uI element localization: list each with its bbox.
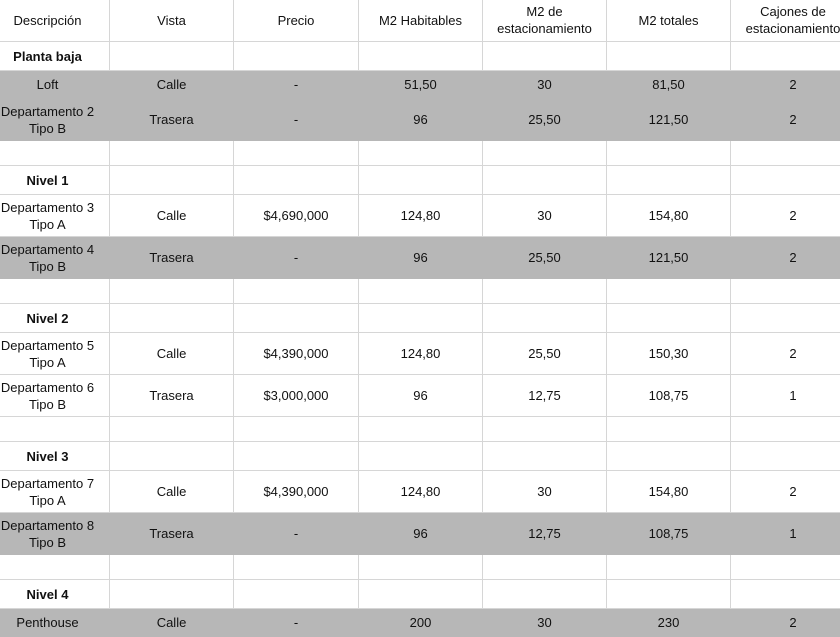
table-row: [0, 195, 840, 237]
empty-cell: [731, 580, 840, 609]
cell-vista: Calle: [110, 609, 234, 637]
cell-m2-habitables: 51,50: [359, 71, 483, 99]
cell-precio: $4,390,000: [234, 333, 359, 375]
cell-cajones: 2: [731, 471, 840, 513]
cell-descripcion: Departamento 8 Tipo B: [0, 513, 110, 555]
empty-cell: [483, 166, 607, 195]
cell-m2-estacionamiento: 12,75: [483, 375, 607, 417]
table-row: [0, 333, 840, 375]
cell-descripcion: Departamento 5 Tipo A: [0, 333, 110, 375]
section-label: Nivel 3: [0, 442, 110, 471]
empty-cell: [731, 304, 840, 333]
empty-cell: [731, 417, 840, 442]
empty-cell: [0, 417, 110, 442]
cell-m2-estacionamiento: 12,75: [483, 513, 607, 555]
empty-cell: [607, 279, 731, 304]
cell-m2-totales: 150,30: [607, 333, 731, 375]
cell-vista: Trasera: [110, 375, 234, 417]
cell-m2-totales: 81,50: [607, 71, 731, 99]
cell-vista: Trasera: [110, 513, 234, 555]
cell-descripcion: Loft: [0, 71, 110, 99]
empty-cell: [731, 141, 840, 166]
spacer-row: [0, 555, 840, 580]
cell-m2-estacionamiento: 25,50: [483, 237, 607, 279]
cell-cajones: 2: [731, 609, 840, 637]
empty-cell: [110, 417, 234, 442]
empty-cell: [234, 442, 359, 471]
cell-descripcion: Departamento 3 Tipo A: [0, 195, 110, 237]
cell-m2-totales: 108,75: [607, 513, 731, 555]
table-header-row: [0, 0, 840, 42]
table-row: [0, 513, 840, 555]
empty-cell: [731, 442, 840, 471]
cell-m2-estacionamiento: 25,50: [483, 99, 607, 141]
empty-cell: [234, 42, 359, 71]
empty-cell: [359, 141, 483, 166]
cell-m2-habitables: 96: [359, 513, 483, 555]
empty-cell: [607, 417, 731, 442]
empty-cell: [0, 555, 110, 580]
empty-cell: [234, 555, 359, 580]
table-row: [0, 471, 840, 513]
cell-cajones: 2: [731, 333, 840, 375]
empty-cell: [607, 42, 731, 71]
section-row-nivel-3: [0, 442, 840, 471]
empty-cell: [110, 42, 234, 71]
cell-cajones: 1: [731, 513, 840, 555]
empty-cell: [731, 279, 840, 304]
header-descripcion: Descripción: [0, 0, 110, 42]
empty-cell: [359, 417, 483, 442]
section-row-planta-baja: [0, 42, 840, 71]
header-m2-totales: M2 totales: [607, 0, 731, 42]
cell-cajones: 2: [731, 71, 840, 99]
empty-cell: [234, 279, 359, 304]
table-row: [0, 71, 840, 99]
empty-cell: [731, 42, 840, 71]
cell-m2-estacionamiento: 25,50: [483, 333, 607, 375]
header-m2-habitables: M2 Habitables: [359, 0, 483, 42]
table-row: [0, 375, 840, 417]
header-m2-estacionamiento: M2 de estacionamiento: [483, 0, 607, 42]
cell-m2-totales: 230: [607, 609, 731, 637]
empty-cell: [359, 580, 483, 609]
empty-cell: [234, 166, 359, 195]
empty-cell: [359, 304, 483, 333]
cell-precio: -: [234, 99, 359, 141]
cell-m2-habitables: 96: [359, 375, 483, 417]
cell-precio: $4,690,000: [234, 195, 359, 237]
cell-vista: Trasera: [110, 237, 234, 279]
table-row: [0, 609, 840, 637]
empty-cell: [607, 555, 731, 580]
cell-m2-estacionamiento: 30: [483, 71, 607, 99]
cell-m2-totales: 154,80: [607, 471, 731, 513]
empty-cell: [234, 141, 359, 166]
empty-cell: [234, 304, 359, 333]
empty-cell: [483, 279, 607, 304]
empty-cell: [359, 166, 483, 195]
cell-m2-habitables: 124,80: [359, 333, 483, 375]
cell-vista: Calle: [110, 471, 234, 513]
section-label: Planta baja: [0, 42, 110, 71]
empty-cell: [483, 580, 607, 609]
cell-vista: Calle: [110, 71, 234, 99]
cell-vista: Trasera: [110, 99, 234, 141]
empty-cell: [234, 580, 359, 609]
section-label: Nivel 2: [0, 304, 110, 333]
empty-cell: [483, 442, 607, 471]
empty-cell: [110, 141, 234, 166]
cell-precio: -: [234, 71, 359, 99]
header-precio: Precio: [234, 0, 359, 42]
cell-m2-totales: 121,50: [607, 99, 731, 141]
empty-cell: [483, 304, 607, 333]
empty-cell: [110, 555, 234, 580]
cell-cajones: 2: [731, 195, 840, 237]
cell-descripcion: Penthouse: [0, 609, 110, 637]
cell-descripcion: Departamento 4 Tipo B: [0, 237, 110, 279]
empty-cell: [110, 279, 234, 304]
cell-cajones: 2: [731, 237, 840, 279]
empty-cell: [234, 417, 359, 442]
empty-cell: [359, 555, 483, 580]
spacer-row: [0, 141, 840, 166]
empty-cell: [483, 417, 607, 442]
cell-precio: $3,000,000: [234, 375, 359, 417]
empty-cell: [483, 42, 607, 71]
empty-cell: [0, 141, 110, 166]
cell-m2-estacionamiento: 30: [483, 195, 607, 237]
empty-cell: [607, 141, 731, 166]
cell-descripcion: Departamento 2 Tipo B: [0, 99, 110, 141]
section-row-nivel-4: [0, 580, 840, 609]
cell-cajones: 1: [731, 375, 840, 417]
empty-cell: [607, 166, 731, 195]
empty-cell: [359, 279, 483, 304]
spacer-row: [0, 417, 840, 442]
empty-cell: [607, 580, 731, 609]
header-vista: Vista: [110, 0, 234, 42]
empty-cell: [359, 442, 483, 471]
spacer-row: [0, 279, 840, 304]
section-label: Nivel 1: [0, 166, 110, 195]
table-row: [0, 237, 840, 279]
cell-m2-totales: 121,50: [607, 237, 731, 279]
cell-m2-totales: 108,75: [607, 375, 731, 417]
cell-m2-estacionamiento: 30: [483, 471, 607, 513]
empty-cell: [731, 166, 840, 195]
cell-vista: Calle: [110, 333, 234, 375]
cell-m2-totales: 154,80: [607, 195, 731, 237]
header-cajones: Cajones de estacionamiento: [731, 0, 840, 42]
empty-cell: [731, 555, 840, 580]
empty-cell: [110, 304, 234, 333]
cell-m2-habitables: 124,80: [359, 471, 483, 513]
cell-m2-habitables: 124,80: [359, 195, 483, 237]
empty-cell: [483, 141, 607, 166]
empty-cell: [607, 304, 731, 333]
cell-m2-habitables: 96: [359, 99, 483, 141]
empty-cell: [110, 580, 234, 609]
cell-precio: -: [234, 237, 359, 279]
empty-cell: [110, 442, 234, 471]
cell-m2-habitables: 200: [359, 609, 483, 637]
cell-m2-habitables: 96: [359, 237, 483, 279]
cell-vista: Calle: [110, 195, 234, 237]
cell-precio: -: [234, 513, 359, 555]
empty-cell: [110, 166, 234, 195]
cell-m2-estacionamiento: 30: [483, 609, 607, 637]
section-row-nivel-1: [0, 166, 840, 195]
cell-precio: $4,390,000: [234, 471, 359, 513]
empty-cell: [0, 279, 110, 304]
section-row-nivel-2: [0, 304, 840, 333]
table-row: [0, 99, 840, 141]
cell-precio: -: [234, 609, 359, 637]
empty-cell: [359, 42, 483, 71]
empty-cell: [483, 555, 607, 580]
empty-cell: [607, 442, 731, 471]
cell-descripcion: Departamento 7 Tipo A: [0, 471, 110, 513]
cell-cajones: 2: [731, 99, 840, 141]
cell-descripcion: Departamento 6 Tipo B: [0, 375, 110, 417]
section-label: Nivel 4: [0, 580, 110, 609]
